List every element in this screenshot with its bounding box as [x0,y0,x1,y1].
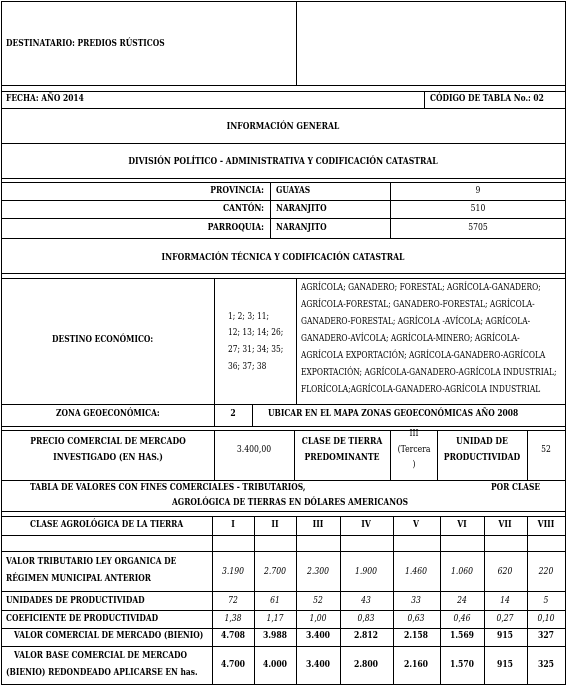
precio-label-2: INVESTIGADO (EN HAS.) [53,452,163,463]
catastral-table-page: DESTINATARIO: PREDIOS RÚSTICOS FECHA: AÑO 2014 CÓDIGO DE TABLA No.: 02 INFORMACIÓN GENERAL DIVISIÓN POLÍTICO - ADMINISTRATIVA Y CODIFICACIÓN CATASTRAL PROVINCIA: GUAYAS 9 CANTÓN: NARANJITO 510 PARROQUIA: NARANJITO 5705 INFORMACIÓN TÉCNICA Y CODIFICACIÓN CATASTRAL DESTINO ECONÓMICO: 1; 2; 3; 11; 12; 13; 14; 26; 27; 31; 34; 35; 36; 37; 38 AGRÍCOLA; GANADERO; FORESTAL; AGRÍCOLA-GANADERO; AGRÍCOLA-FORESTAL; GANADERO-FORESTAL; AGRÍCOLA- GANADERO-FORESTAL; AGRÍCOLA -AVÍCOLA; AGRÍCOLA- GANADERO-AVÍCOLA; AGRÍCOLA-MINERO; AGRÍCOLA- AGRÍCOLA EXPORTACIÓN; AGRÍCOLA-GANADERO-AGRÍCOLA EXPORTACIÓN; AGRÍCOLA-GANADERO-AGRÍCOLA INDUSTRIAL; FLORÍCOLA;AGRÍCOLA-GANADERO-AGRÍCOLA INDUSTRIAL ZONA GEOECONÓMICA: 2 UBICAR EN EL MAPA ZONAS GEOECONÓMICAS AÑO 2008 PRECIO COMERCIAL DE MERCADO INVESTIGADO (EN HAS.) 3.400,00 CLASE DE TIERRA PREDOMINANTE III (Tercera ) UNIDAD DE PRODUCTIVIDAD 52 TABLA DE VALORES CON FINES COMERCIALES - TRIBUTARIOS, AGROLÓGICA DE TIERRAS EN DÓLARES AMERICANOS POR CLASE CLASE AGROLÓGICA DE LA TIERRA I II III IV V VI VII VIII VALOR TRIBUTARIO LEY ORGANICA DE RÉGIMEN MUNICIPAL ANTERIOR 3.190 2.700 2.300 1.900 1.460 1.060 620 220 UNIDADES DE PRODUCTIVIDAD 72 61 52 43 33 24 14 5 COEFICIENTE DE PRODUCTIVIDAD 1,38 1,17 1,00 0,83 0,63 0,46 0,27 0,10 VALOR COMERCIAL DE MERCADO (BIENIO) 4.708 3.988 3.400 2.812 2.158 1.569 915 327 VALOR BASE COMERCIAL DE MERCADO (BIENIO) REDONDEADO APLICARSE EN has. 4.700 4.000 3.400 2.800 2.160 1.570 915 325 [0,0,567,686]
clase-value-2: (Tercera [397,444,431,455]
class-col-header: V [413,519,419,530]
zona-value: 2 [230,408,236,419]
provincia-code: 9 [475,185,481,196]
canton-label: CANTÓN: [222,203,264,214]
zona-label: ZONA GEOECONÓMICA: [56,408,160,419]
por-clase: POR CLASE [491,482,541,493]
provincia-label: PROVINCIA: [210,185,264,196]
parroquia-code: 5705 [468,222,488,233]
canton-code: 510 [470,203,486,214]
canton-name: NARANJITO [276,203,327,214]
precio-label-1: PRECIO COMERCIAL DE MERCADO [30,436,186,447]
precio-value: 3.400,00 [236,444,272,455]
unidad-label-2: PRODUCTIVIDAD [443,452,521,463]
parroquia-name: NARANJITO [276,222,327,233]
clase-agrologica-header: CLASE AGROLÓGICA DE LA TIERRA [30,519,184,530]
provincia-name: GUAYAS [276,185,311,196]
destino-label: DESTINO ECONÓMICO: [52,334,154,345]
unidad-label-1: UNIDAD DE [456,436,508,447]
class-col-header: VI [457,519,467,530]
clase-label-1: CLASE DE TIERRA [301,436,383,447]
class-col-header: II [271,519,279,530]
destinatario: DESTINATARIO: PREDIOS RÚSTICOS [6,38,165,49]
informacion-general-title: INFORMACIÓN GENERAL [226,121,340,132]
header-divider [296,1,297,85]
class-col-header: VIII [537,519,555,530]
division-title: DIVISIÓN POLÍTICO - ADMINISTRATIVA Y CODIFICACIÓN CATASTRAL [128,156,438,167]
clase-value-1: III [409,428,419,439]
unidad-value: 52 [541,444,551,455]
class-col-header: VII [498,519,512,530]
fecha: FECHA: AÑO 2014 [6,93,84,104]
clase-value-3: ) [412,459,416,470]
valores-title-1: TABLA DE VALORES CON FINES COMERCIALES - TRIBUTARIOS, [30,482,306,493]
class-col-header: IV [361,519,371,530]
valores-title-2: AGROLÓGICA DE TIERRAS EN DÓLARES AMERICANOS [172,497,408,508]
class-col-header: I [231,519,235,530]
codigo-tabla: CÓDIGO DE TABLA No.: 02 [430,93,544,104]
tecnica-title: INFORMACIÓN TÉCNICA Y CODIFICACIÓN CATASTRAL [161,252,405,263]
clase-label-2: PREDOMINANTE [304,452,380,463]
parroquia-label: PARROQUIA: [207,222,264,233]
zona-note: UBICAR EN EL MAPA ZONAS GEOECONÓMICAS AÑO 2008 [268,408,519,419]
class-col-header: III [312,519,324,530]
